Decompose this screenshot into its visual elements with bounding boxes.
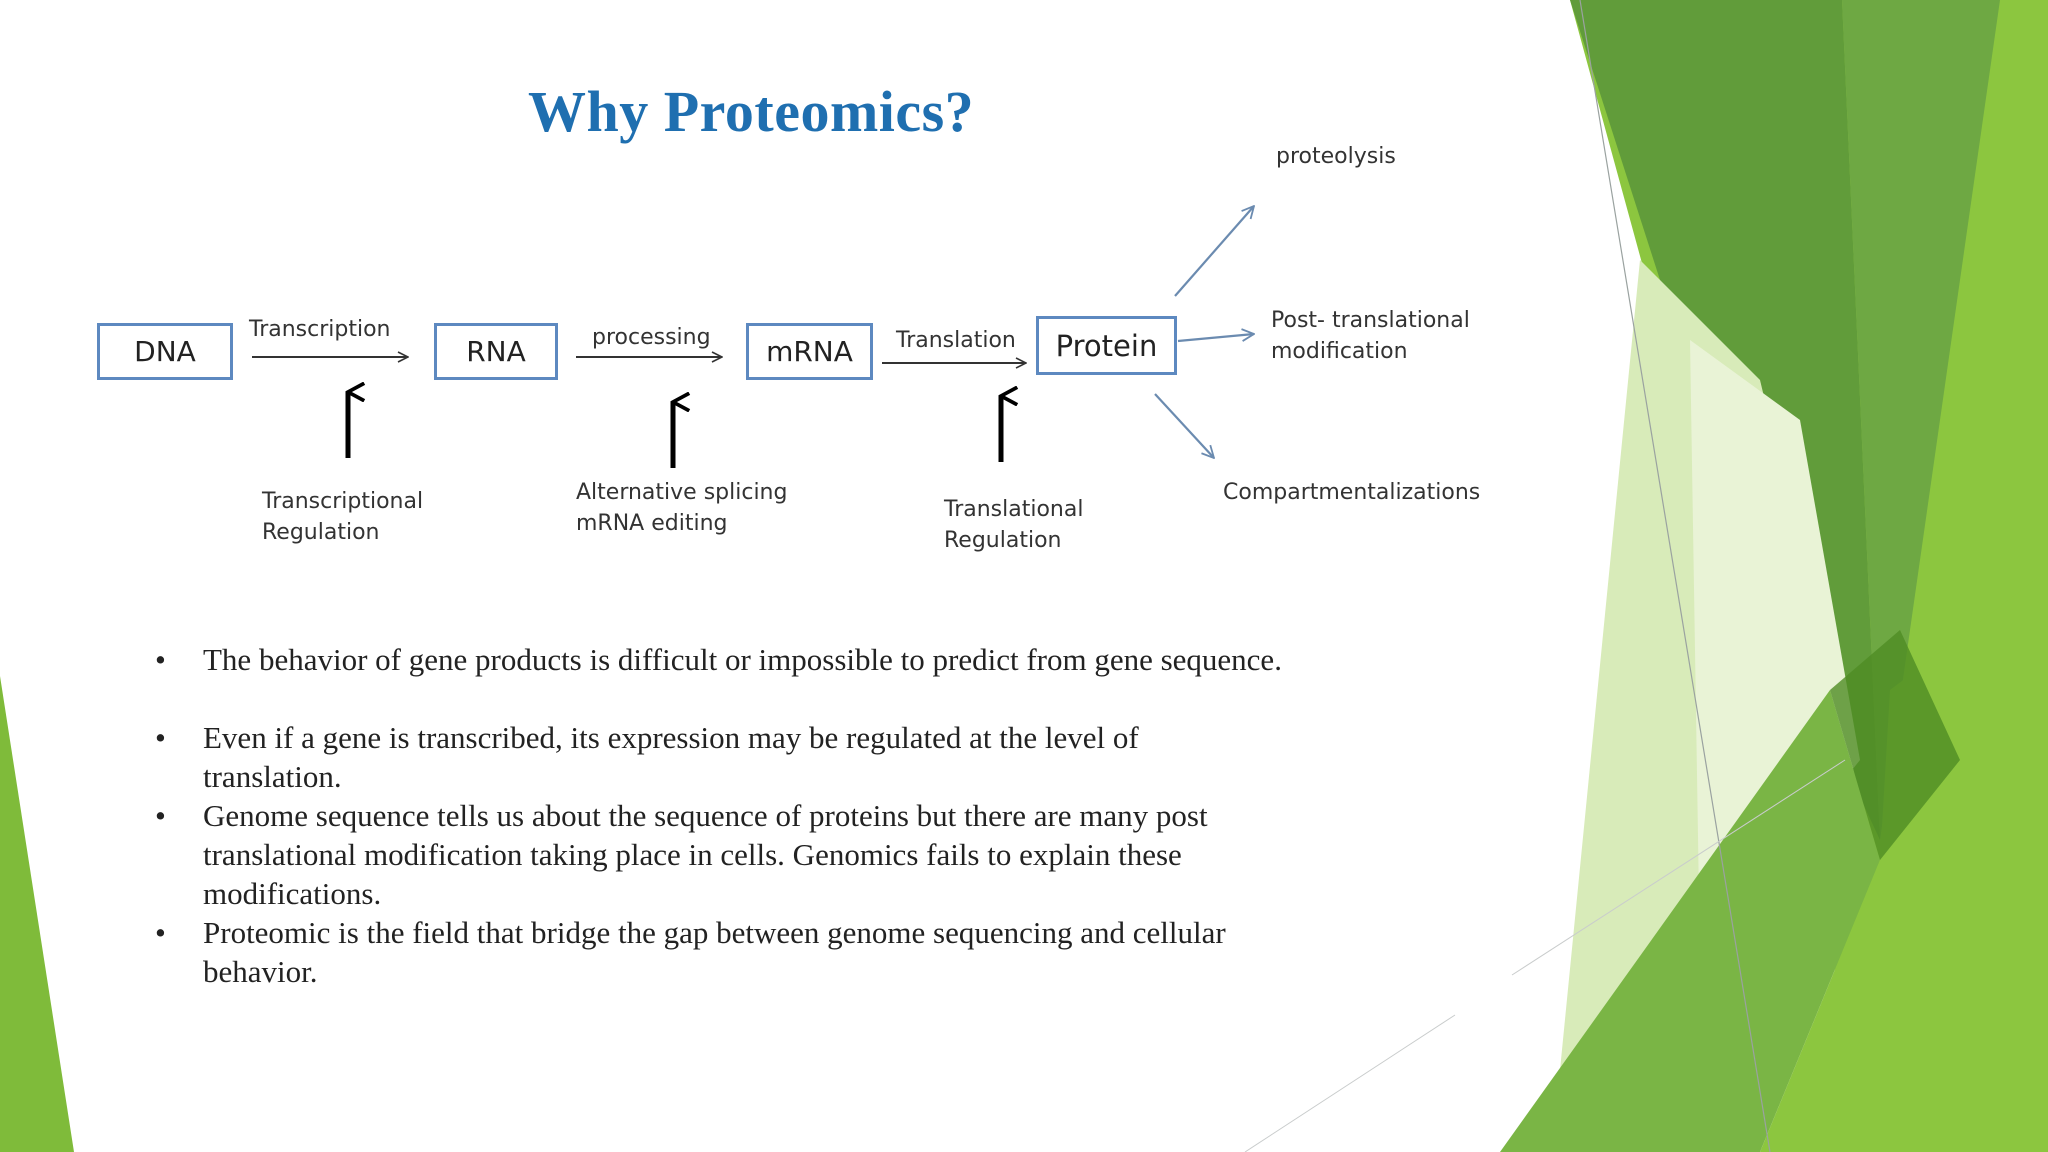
protein-box: Protein: [1036, 316, 1177, 375]
splicing-line-2: mRNA editing: [576, 511, 728, 536]
proteolysis-label: proteolysis: [1276, 144, 1396, 169]
bullet-line: Proteomic is the field that bridge the gap between genome sequencing and cellular: [203, 915, 1226, 950]
bullet-line: modifications.: [203, 876, 382, 911]
mrna-box: mRNA: [746, 323, 873, 380]
ptm-line-2: modification: [1271, 339, 1408, 364]
splicing-line-1: Alternative splicing: [576, 480, 788, 505]
splicing-label: [576, 477, 787, 539]
translational-regulation-line-2: Regulation: [944, 528, 1062, 553]
translational-regulation-label: [944, 494, 1083, 556]
transcriptional-regulation-label: [262, 486, 423, 548]
bullet-item: [145, 913, 1485, 991]
bullet-marker: •: [155, 798, 166, 833]
bullet-marker: •: [155, 642, 166, 677]
bullet-line: The behavior of gene products is difficult or impossible to predict from gene sequence.: [203, 642, 1282, 677]
bullet-marker: •: [155, 720, 166, 755]
dna-box: DNA: [97, 323, 233, 380]
bullet-line: Even if a gene is transcribed, its expression may be regulated at the level of: [203, 720, 1139, 755]
bullet-line: behavior.: [203, 954, 318, 989]
compartmentalization-label: Compartmentalizations: [1223, 480, 1481, 505]
bullet-line: Genome sequence tells us about the sequence of proteins but there are many post: [203, 798, 1208, 833]
translational-regulation-line-1: Translational: [944, 497, 1084, 522]
bullet-item: [145, 640, 1485, 679]
bullet-list: [145, 640, 1485, 991]
bullet-line: translation.: [203, 759, 342, 794]
rna-box: RNA: [434, 323, 558, 380]
bullet-item: [145, 796, 1485, 913]
bullet-item: [145, 718, 1485, 796]
translation-label: Translation: [896, 328, 1016, 353]
arrow-compartment: [1155, 394, 1214, 458]
bullet-line: translational modification taking place in cells. Genomics fails to explain these: [203, 837, 1182, 872]
slide-title: Why Proteomics?: [528, 79, 975, 144]
ptm-label: [1271, 305, 1470, 367]
processing-label: processing: [592, 325, 711, 350]
arrow-ptm: [1178, 334, 1254, 341]
ptm-line-1: Post- translational: [1271, 308, 1470, 333]
transcription-label: Transcription: [249, 317, 391, 342]
arrow-proteolysis: [1175, 206, 1254, 296]
transcriptional-regulation-line-2: Regulation: [262, 520, 380, 545]
transcriptional-regulation-line-1: Transcriptional: [262, 489, 424, 514]
bullet-marker: •: [155, 915, 166, 950]
